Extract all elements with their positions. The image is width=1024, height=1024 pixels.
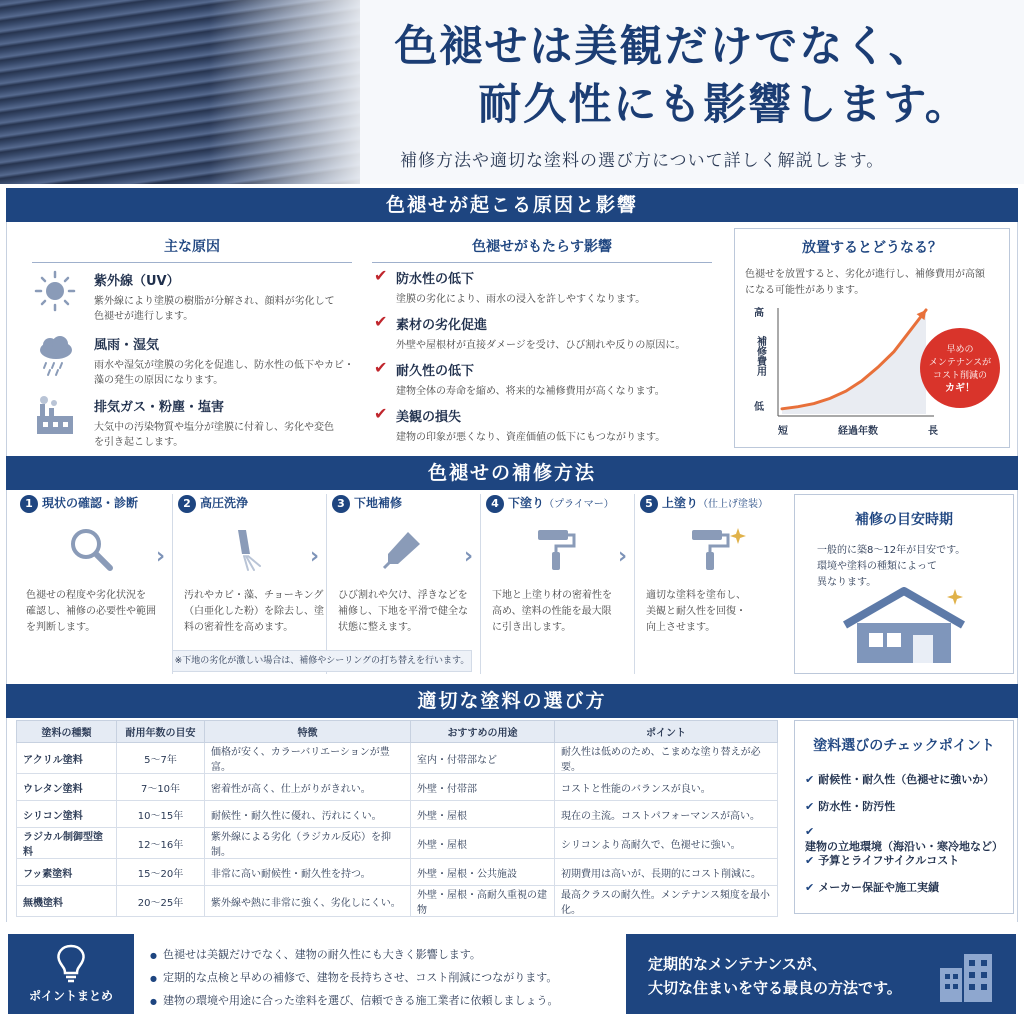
list-item: ✔ メーカー保証や施工実績 (805, 881, 939, 894)
section-title-repair: 色褪せの補修方法 (6, 456, 1018, 490)
paint-checklist (794, 720, 1014, 914)
badge-line-3: コスト削減の (932, 371, 988, 381)
building-icon (936, 948, 996, 1002)
table-header: おすすめの用途 (411, 721, 555, 743)
chevron-right-icon: › (464, 544, 474, 569)
factory-icon (32, 394, 78, 440)
check-icon: ✔ (805, 881, 815, 894)
cause-weather: 風雨・湿気 雨水や湿気が塗膜の劣化を促進し、防水性の低下やカビ・ 藻の発生の原因になります。 (94, 338, 354, 386)
table-row: ウレタン塗料 7〜10年 密着性が高く、仕上がりがきれい。 外壁・付帯部 コストと性能のバランスが良い。 (17, 774, 778, 801)
x-axis-label: 経過年数 (838, 426, 878, 437)
list-item: ✔建物の立地環境（海沿い・寒冷地など） (805, 825, 1003, 853)
check-icon: ✔ (805, 854, 815, 867)
y-axis-label: 補修費用 (754, 336, 766, 376)
table-row: シリコン塗料 10〜15年 耐候性・耐久性に優れ、汚れにくい。 外壁・屋根 現在の主流。コストパフォーマンスが高い。 (17, 801, 778, 828)
table-header: 耐用年数の目安 (117, 721, 205, 743)
repair-timing-desc: 一般的に築8～12年が目安です。 環境や塗料の種類によって 異なります。 (817, 545, 966, 588)
cause-pollution: 排気ガス・粉塵・塩害 大気中の汚染物質や塩分が塗膜に付着し、劣化や変色 を引き起こします。 (94, 400, 334, 448)
table-row: ラジカル制御型塗料 12〜16年 紫外線による劣化（ラジカル反応）を抑制。 外壁・屋根 シリコンより高耐久で、色褪せに強い。 (17, 828, 778, 859)
chevron-right-icon: › (618, 544, 628, 569)
step-4: 4 下塗り（プライマー） 下地と上塗り材の密着性を 高め、塗料の性能を最大限 に引き出します。 (486, 494, 632, 674)
check-icon: ✔ (805, 800, 815, 813)
summary-box (8, 934, 134, 1014)
list-item: ✔ 防水性・防汚性 (805, 800, 896, 813)
effect-material: 素材の劣化促進 外壁や屋根材が直接ダメージを受け、ひび割れや反りの原因に。 (396, 318, 686, 351)
badge-line-1: 早めの (946, 345, 974, 355)
effect-waterproof: 防水性の低下 塗膜の劣化により、雨水の浸入を許しやすくなります。 (396, 272, 646, 305)
magnifier-icon (66, 524, 116, 574)
closing-message: 定期的なメンテナンスが、 大切な住まいを守る最良の方法です。 (648, 955, 902, 997)
cost-chart (734, 296, 1010, 446)
effect-appearance: 美観の損失 建物の印象が悪くなり、資産価値の低下にもつながります。 (396, 410, 666, 443)
effect-durability: 耐久性の低下 建物全体の寿命を縮め、将来的な補修費用が高くなります。 (396, 364, 665, 397)
badge-line-4: カギ！ (945, 383, 975, 394)
hero-header (0, 0, 1024, 184)
paint-table (16, 720, 778, 917)
checklist-title: 塗料選びのチェックポイント (813, 738, 995, 754)
check-icon: ✔ (805, 825, 815, 838)
check-icon: ✔ (374, 266, 388, 285)
page-title (344, 18, 984, 134)
y-axis-low-label: 低 (754, 402, 764, 413)
x-axis-short-label: 短 (778, 426, 788, 437)
summary-points (150, 944, 559, 1013)
lightbulb-icon (51, 940, 91, 984)
repair-timing-box (794, 494, 1014, 674)
list-item: ● 定期的な点検と早めの補修で、建物を長持ちさせ、コスト削減につながります。 (150, 967, 559, 990)
check-icon: ✔ (374, 312, 388, 331)
closing-box (626, 934, 1016, 1014)
y-axis-high-label: 高 (754, 308, 764, 319)
list-item: ✔ 耐候性・耐久性（色褪せに強いか） (805, 773, 995, 786)
neglect-title: 放置するとどうなる？ (802, 240, 942, 256)
section-title-paint: 適切な塗料の選び方 (6, 684, 1018, 718)
neglect-desc: 色褪せを放置すると、劣化が進行し、補修費用が高額 になる可能性があります。 (745, 269, 985, 296)
chevron-right-icon: › (310, 544, 320, 569)
list-item: ✔ 予算とライフサイクルコスト (805, 854, 960, 867)
chevron-right-icon: › (156, 544, 166, 569)
table-row: 無機塗料 20〜25年 紫外線や熱に非常に強く、劣化しにくい。 外壁・屋根・高耐久重視の建物 最高クラスの耐久性。メンテナンス頻度を最小化。 (17, 886, 778, 917)
sun-icon (32, 268, 78, 314)
check-icon: ✔ (374, 404, 388, 423)
page-subtitle: 補修方法や適切な塗料の選び方について詳しく解説します。 (400, 151, 885, 171)
table-header: 塗料の種類 (17, 721, 117, 743)
step-3: 3 下地補修 ひび割れや欠け、浮きなどを 補修し、下地を平滑で健全な 状態に整えます。 (332, 494, 478, 674)
cost-area (782, 310, 926, 414)
table-row: アクリル塗料 5〜7年 価格が安く、カラーバリエーションが豊富。 室内・付帯部など 耐久性は低めのため、こまめな塗り替えが必要。 (17, 743, 778, 774)
list-item: ● 建物の環境や用途に合った塗料を選び、信頼できる施工業者に依頼しましょう。 (150, 990, 559, 1013)
table-row: フッ素塗料 15〜20年 非常に高い耐候性・耐久性を持つ。 外壁・屋根・公共施設 初期費用は高いが、長期的にコスト削減に。 (17, 859, 778, 886)
check-icon: ✔ (805, 773, 815, 786)
list-item: ● 色褪せは美観だけでなく、建物の耐久性にも大きく影響します。 (150, 944, 559, 967)
cause-uv: 紫外線（UV） 紫外線により塗膜の樹脂が分解され、顔料が劣化して 色褪せが進行します。 (94, 274, 335, 322)
spray-nozzle-icon (224, 524, 274, 574)
table-header: 特徴 (205, 721, 411, 743)
title-line-1: 色褪せは美観だけでなく、 (394, 22, 934, 72)
step-2: 2 高圧洗浄 汚れやカビ・藻、チョーキング （白亜化した粉）を除去し、塗 料の密着性を高めます。 (178, 494, 324, 674)
effects-heading: 色褪せがもたらす影響 (372, 236, 712, 263)
house-icon (839, 587, 969, 665)
causes-heading: 主な原因 (32, 236, 352, 263)
repair-note: ※下地の劣化が激しい場合は、補修やシーリングの打ち替えを行います。 (172, 650, 472, 672)
early-maintenance-badge (920, 328, 1000, 408)
x-axis-long-label: 長 (928, 426, 938, 437)
repair-timing-title: 補修の目安時期 (855, 512, 953, 528)
table-header: ポイント (555, 721, 778, 743)
title-line-2: 耐久性にも影響します。 (478, 80, 970, 130)
caulking-icon (378, 524, 428, 574)
badge-line-2: メンテナンスが (928, 358, 992, 368)
paint-roller-sparkle-icon (686, 524, 746, 574)
section-title-causes: 色褪せが起こる原因と影響 (6, 188, 1018, 222)
step-5: 5 上塗り（仕上げ塗装） 適切な塗料を塗布し、 美観と耐久性を回復・ 向上させます。 (640, 494, 788, 674)
rain-cloud-icon (32, 332, 78, 378)
check-icon: ✔ (374, 358, 388, 377)
paint-roller-icon (532, 524, 582, 574)
summary-label: ポイントまとめ (28, 989, 113, 1003)
step-1: 1 現状の確認・診断 色褪せの程度や劣化状況を 確認し、補修の必要性や範囲 を判断します。 (20, 494, 166, 674)
